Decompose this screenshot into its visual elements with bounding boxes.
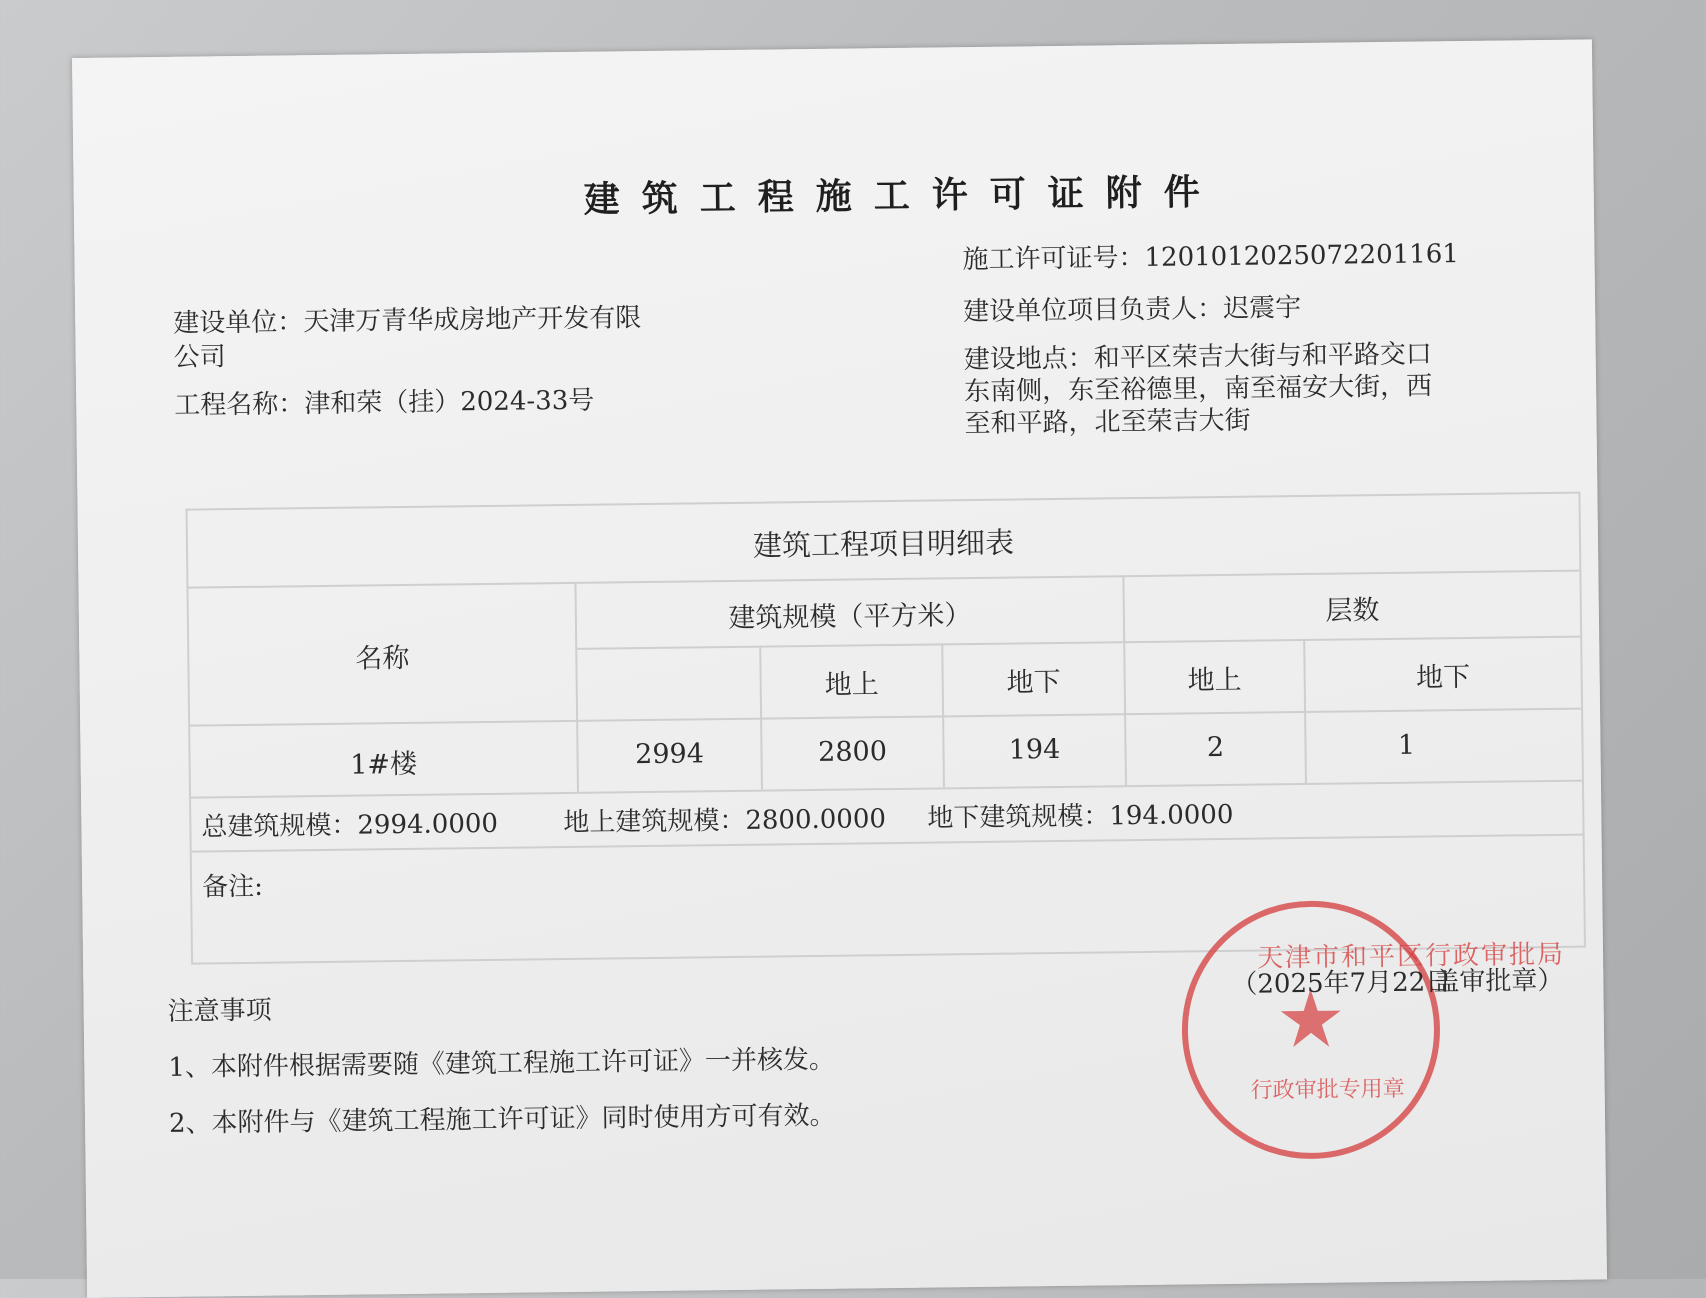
header-floors-above: 地上 [1187,664,1242,697]
note-item-2: 2、本附件与《建筑工程施工许可证》同时使用方可有效。 [168,1100,836,1139]
permit-number: 施工许可证号：1201012025072201161 [962,239,1459,276]
project-manager: 建设单位项目负责人：迟震宇 [962,293,1302,328]
seal-outer-text: 天津市和平区行政审批局 [1256,939,1566,974]
note-item-1: 1、本附件根据需要随《建筑工程施工许可证》一并核发。 [168,1044,836,1083]
total-scale: 总建筑规模：2994.0000 [201,808,499,843]
builder-unit-line2: 公司 [173,342,226,373]
row-floors-below: 1 [1397,729,1416,761]
header-scale-above: 地上 [824,669,879,701]
header-floors: 层数 [1325,595,1380,627]
row-floors-above: 2 [1206,731,1225,764]
location-line3: 至和平路，北至荣吉大街 [964,405,1251,440]
location-line2: 东南侧，东至裕德里，南至福安大街，西 [963,371,1433,408]
location-line1: 建设地点：和平区荣吉大街与和平路交口 [963,339,1432,376]
project-name: 工程名称：津和荣（挂）2024-33号 [174,385,595,421]
row-below: 194 [1008,733,1061,766]
header-scale: 建筑规模（平方米） [728,600,972,635]
remarks-label: 备注: [201,871,264,903]
project-detail-table [186,492,1586,965]
row-above: 2800 [817,736,888,768]
row-name: 1#楼 [350,748,418,781]
below-scale: 地下建筑规模：194.0000 [927,799,1234,834]
above-scale: 地上建筑规模：2800.0000 [563,804,887,839]
builder-unit-line1: 建设单位：天津万青华成房地产开发有限 [173,303,642,339]
header-floors-below: 地下 [1415,661,1471,694]
stamp-label: 盖审批章） [1433,965,1564,998]
row-total: 2994 [635,738,705,771]
table-title: 建筑工程项目明细表 [752,525,1015,563]
document-title: 建筑工程施工许可证附件 [583,170,1222,221]
stamp-date: （2025年7月22日 [1231,967,1452,1000]
permit-attachment-paper [72,39,1607,1297]
notes-heading: 注意事项 [167,995,272,1027]
header-name: 名称 [355,642,410,675]
seal-inner-text: 行政审批专用章 [1250,1076,1405,1104]
header-scale-below: 地下 [1006,666,1061,699]
